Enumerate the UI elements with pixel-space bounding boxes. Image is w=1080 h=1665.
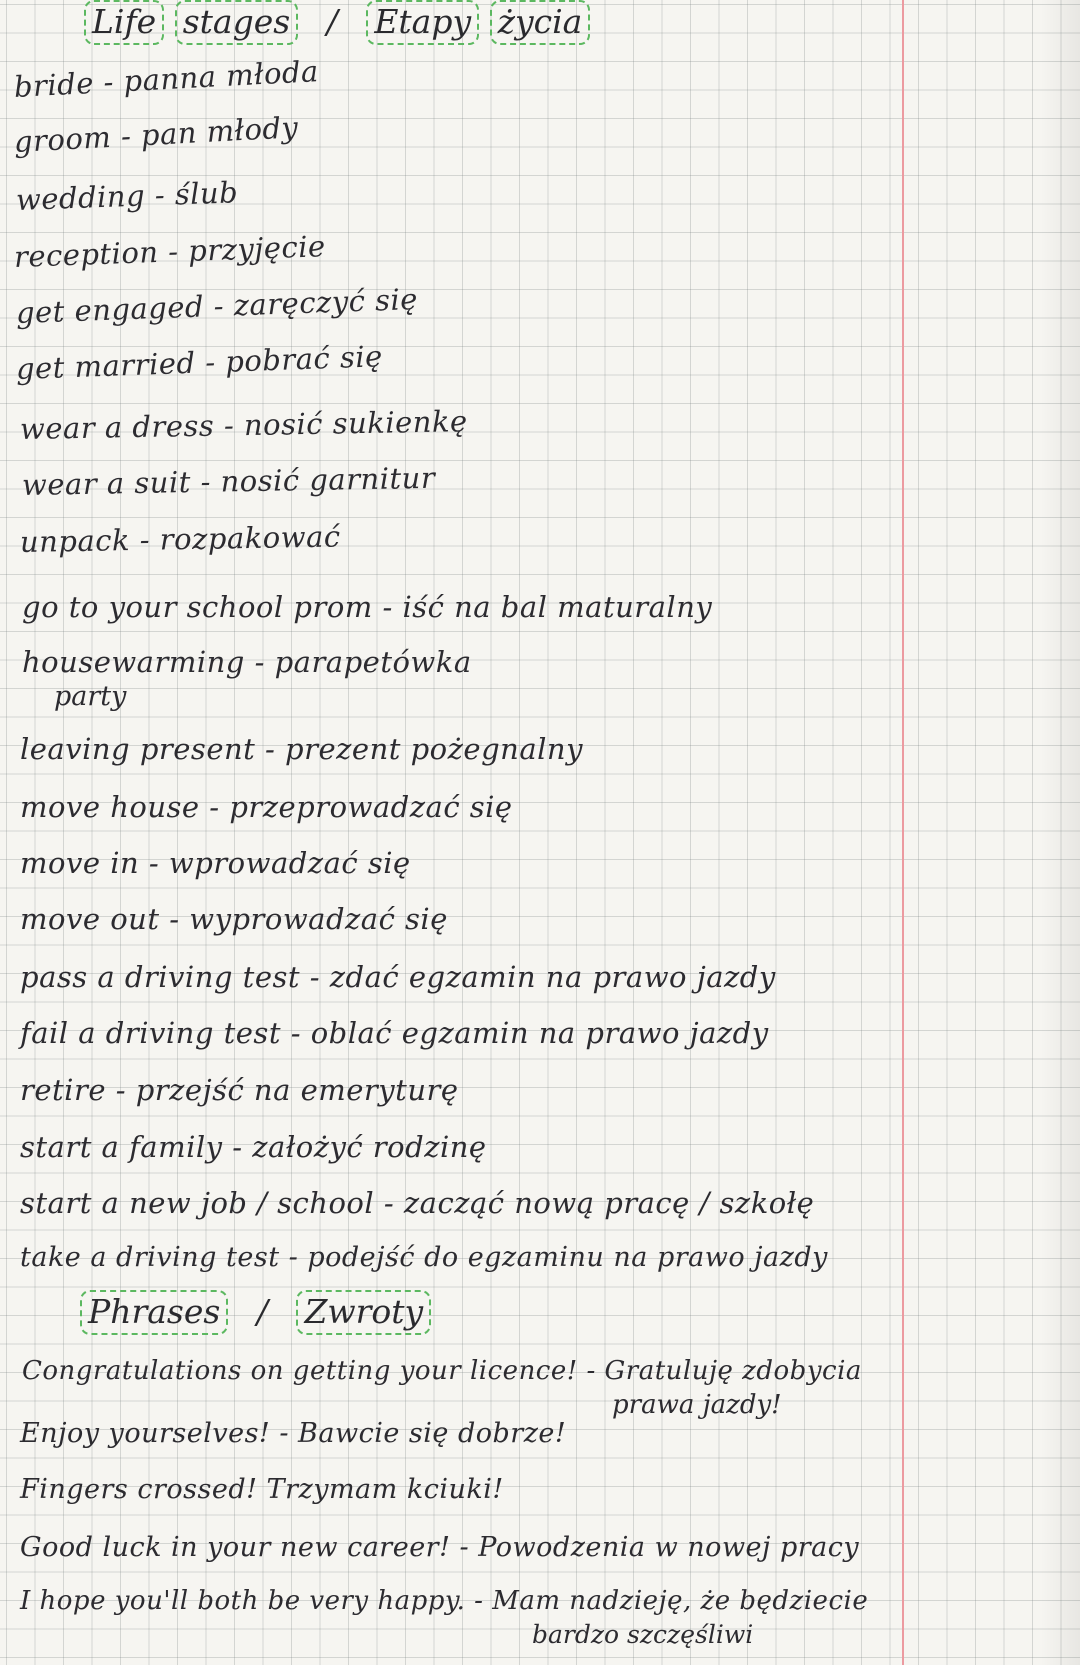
vocab-entry-retire: retire - przejść na emeryturę bbox=[20, 1073, 459, 1107]
heading-word-etapy: Etapy bbox=[366, 0, 479, 45]
heading-word-zycia: życia bbox=[490, 0, 591, 45]
vocab-entry-school-prom: go to your school prom - iść na bal maturalny bbox=[22, 590, 713, 624]
phrase-i-hope: I hope you'll both be very happy. - Mam nadzieję, że będziecie bbox=[20, 1586, 869, 1616]
vocab-entry-start-new-job: start a new job / school - zacząć nową pracę / szkołę bbox=[20, 1186, 815, 1220]
heading-separator: / bbox=[326, 2, 338, 41]
phrase-congratulations-continued: prawa jazdy! bbox=[612, 1390, 782, 1420]
phrase-congratulations: Congratulations on getting your licence! - Gratuluję zdobycia bbox=[22, 1356, 862, 1386]
vocab-entry-unpack: unpack - rozpakować bbox=[19, 519, 341, 559]
phrase-fingers-crossed: Fingers crossed! Trzymam kciuki! bbox=[20, 1474, 504, 1505]
vocab-entry-wear-a-dress: wear a dress - nosić sukienkę bbox=[19, 404, 468, 446]
heading-word-stages: stages bbox=[175, 0, 298, 45]
vocab-entry-move-in: move in - wprowadzać się bbox=[20, 846, 411, 880]
vocab-entry-wear-a-suit: wear a suit - nosić garnitur bbox=[21, 460, 436, 502]
vocab-entry-leaving-present: leaving present - prezent pożegnalny bbox=[20, 732, 583, 766]
vocab-entry-bride: bride - panna młoda bbox=[13, 54, 320, 104]
phrases-heading bbox=[80, 1290, 431, 1335]
heading-separator-phrases: / bbox=[256, 1292, 268, 1331]
vocab-entry-groom: groom - pan młody bbox=[13, 110, 300, 159]
vocab-entry-reception: reception - przyjęcie bbox=[13, 229, 327, 274]
vocab-entry-pass-driving-test: pass a driving test - zdać egzamin na prawo jazdy bbox=[20, 960, 776, 994]
vocab-entry-housewarming-continued: party bbox=[54, 681, 127, 712]
page-edge-shadow bbox=[1040, 0, 1080, 1665]
vocab-entry-move-house: move house - przeprowadzać się bbox=[20, 790, 513, 824]
vocab-entry-fail-driving-test: fail a driving test - oblać egzamin na prawo jazdy bbox=[20, 1016, 769, 1050]
vocab-entry-housewarming: housewarming - parapetówka bbox=[22, 645, 472, 679]
phrase-i-hope-continued: bardzo szczęśliwi bbox=[532, 1620, 754, 1649]
vocab-entry-get-married: get married - pobrać się bbox=[15, 339, 384, 386]
bleed-through-text bbox=[800, 20, 809, 53]
vocab-entry-get-engaged: get engaged - zaręczyć się bbox=[15, 281, 419, 330]
vocab-entry-take-driving-test: take a driving test - podejść do egzaminu na prawo jazdy bbox=[20, 1242, 828, 1273]
heading-word-phrases: Phrases bbox=[80, 1290, 228, 1335]
life-stages-heading bbox=[84, 0, 590, 45]
margin-line bbox=[902, 0, 904, 1665]
heading-word-life: Life bbox=[84, 0, 164, 45]
phrase-enjoy-yourselves: Enjoy yourselves! - Bawcie się dobrze! bbox=[20, 1418, 567, 1449]
vocab-entry-wedding: wedding - ślub bbox=[15, 175, 239, 217]
phrase-good-luck: Good luck in your new career! - Powodzenia w nowej pracy bbox=[20, 1532, 860, 1563]
heading-word-zwroty: Zwroty bbox=[296, 1290, 431, 1335]
vocab-entry-move-out: move out - wyprowadzać się bbox=[20, 902, 448, 936]
vocab-entry-start-a-family: start a family - założyć rodzinę bbox=[20, 1130, 487, 1164]
